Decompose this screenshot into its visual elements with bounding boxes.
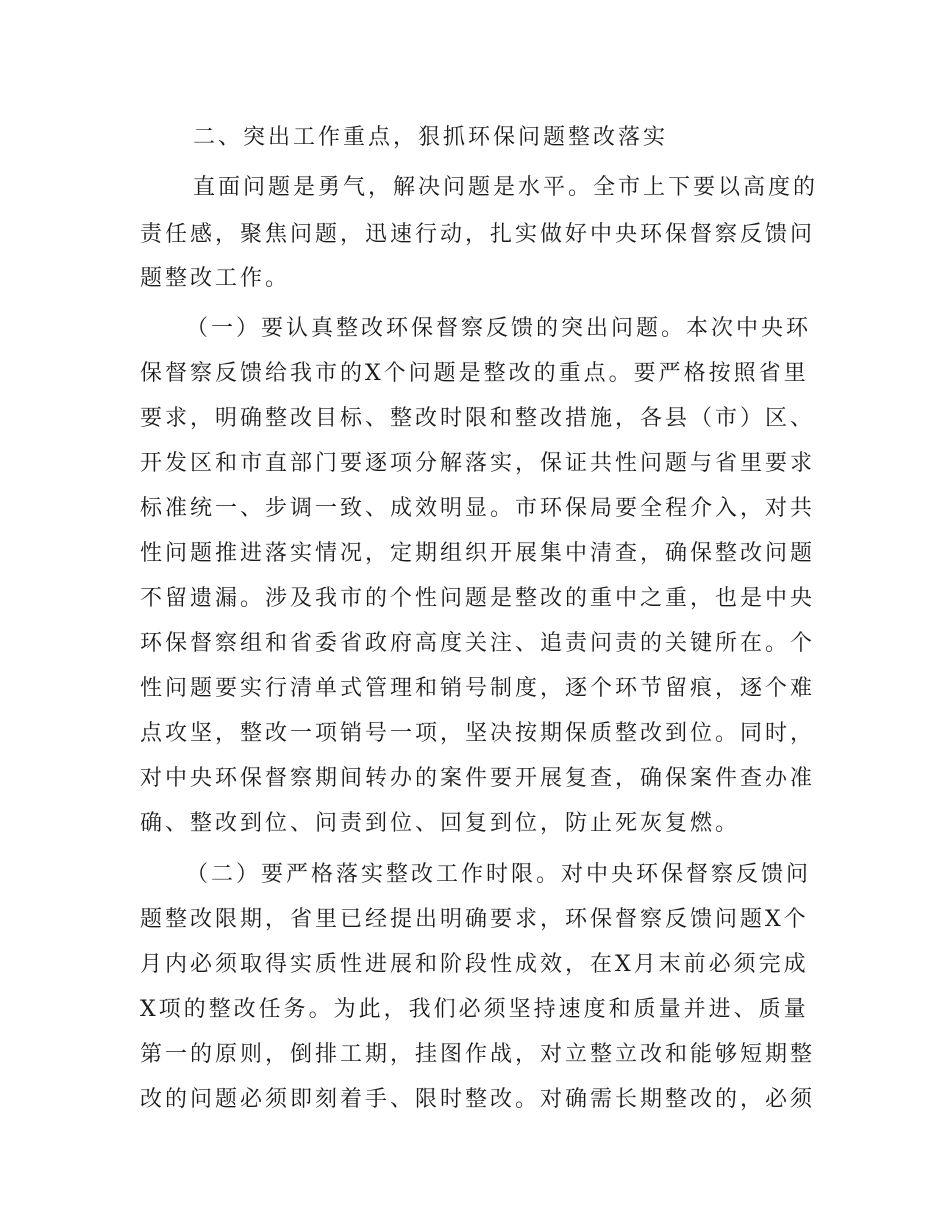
- paragraph-2-line-3: 要求，明确整改目标、整改时限和整改措施，各县（市）区、: [140, 406, 816, 431]
- paragraph-2-line-2: 保督察反馈给我市的X个问题是整改的重点。要严格按照省里: [140, 361, 809, 386]
- paragraph-2-line-10: 点攻坚，整改一项销号一项，坚决按期保质整改到位。同时，: [140, 721, 816, 746]
- paragraph-2-line-5: 标准统一、步调一致、成效明显。市环保局要全程介入，对共: [140, 496, 816, 521]
- paragraph-3-line-5: 第一的原则，倒排工期，挂图作战，对立整立改和能够短期整: [140, 1042, 816, 1067]
- paragraph-2-line-6: 性问题推进落实情况，定期组织开展集中清查，确保整改问题: [140, 541, 816, 566]
- paragraph-3-line-2: 题整改限期，省里已经提出明确要求，环保督察反馈问题X个: [140, 907, 809, 932]
- paragraph-2-line-12: 确、整改到位、问责到位、回复到位，防止死灰复燃。: [140, 811, 741, 836]
- paragraph-2-line-11: 对中央环保督察期间转办的案件要开展复查，确保案件查办准: [140, 766, 816, 791]
- section-heading: 二、突出工作重点，狠抓环保问题整改落实: [193, 125, 669, 150]
- paragraph-1-line-3: 题整改工作。: [140, 266, 291, 291]
- paragraph-2-line-4: 开发区和市直部门要逐项分解落实，保证共性问题与省里要求: [140, 451, 816, 476]
- paragraph-3-line-4: X项的整改任务。为此，我们必须坚持速度和质量并进、质量: [140, 997, 809, 1022]
- paragraph-2-line-1: （一）要认真整改环保督察反馈的突出问题。本次中央环: [186, 316, 812, 341]
- paragraph-3-line-3: 月内必须取得实质性进展和阶段性成效，在X月末前必须完成: [140, 952, 809, 977]
- paragraph-1-line-2: 责任感，聚焦问题，迅速行动，扎实做好中央环保督察反馈问: [140, 222, 816, 247]
- paragraph-2-line-9: 性问题要实行清单式管理和销号制度，逐个环节留痕，逐个难: [140, 676, 816, 701]
- paragraph-3-line-1: （二）要严格落实整改工作时限。对中央环保督察反馈问: [186, 862, 812, 887]
- paragraph-2-line-7: 不留遗漏。涉及我市的个性问题是整改的重中之重，也是中央: [140, 586, 816, 611]
- paragraph-2-line-8: 环保督察组和省委省政府高度关注、追责问责的关键所在。个: [140, 631, 816, 656]
- paragraph-3-line-6: 改的问题必须即刻着手、限时整改。对确需长期整改的，必须: [140, 1087, 816, 1112]
- paragraph-1-line-1: 直面问题是勇气，解决问题是水平。全市上下要以高度的: [193, 175, 819, 200]
